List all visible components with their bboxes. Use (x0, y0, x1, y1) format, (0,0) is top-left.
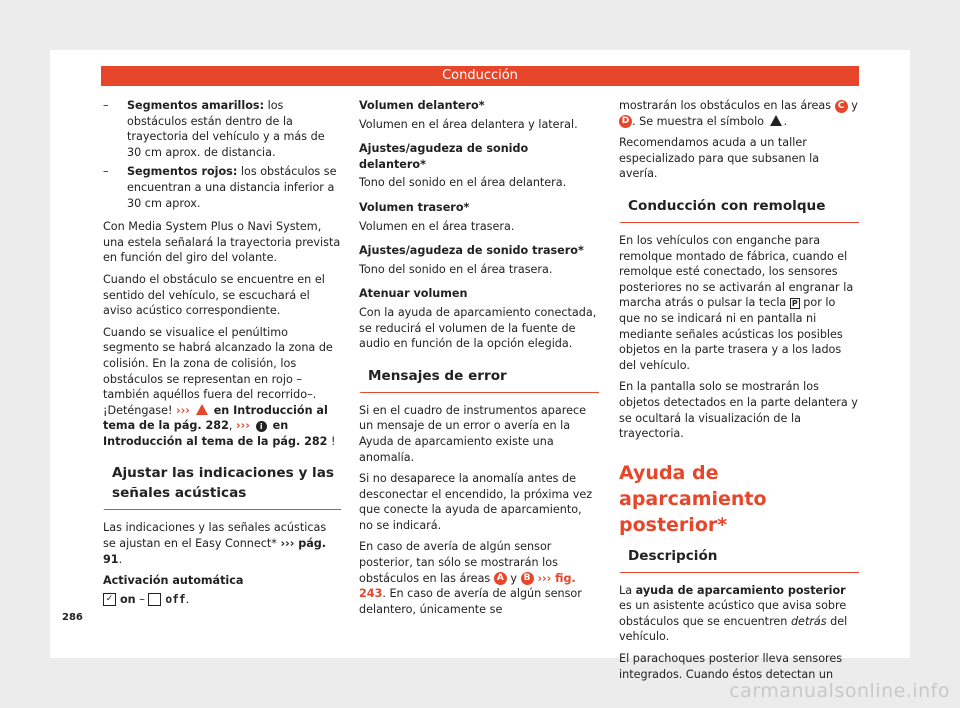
paragraph (619, 233, 859, 373)
paragraph-text: En los vehículos con enganche para remolque montado de fábrica, cuando el remolque esté conectado, los sensores posteriores no se activarán al engranar la marcha atrás o pulsar la tecla (619, 233, 854, 310)
section-heading: Conducción con remolque (619, 196, 859, 223)
paragraph-text: . Se muestra el símbolo (632, 114, 768, 128)
area-d-badge: D (619, 115, 632, 128)
paragraph-text: mostrarán los obstáculos en las áreas (619, 99, 835, 112)
ref-arrows: ››› (176, 403, 194, 417)
cross-reference-link[interactable]: en Introducción al tema de la pág. 282 (103, 419, 328, 448)
emphasis: detrás (790, 614, 827, 628)
bullet-term: Segmentos amarillos: (127, 99, 265, 112)
paragraph: Con Media System Plus o Navi System, una estela señalará la trayectoria prevista en función del giro del volante. (103, 220, 341, 265)
setting-label: Ajustes/agudeza de sonido trasero* (359, 244, 584, 258)
paragraph-text: Cuando se visualice el penúltimo segmento se habrá alcanzado la zona de colisión. En la zona de colisión, los obstáculos se representan en rojo –también aquéllos fuera del recorrido–. ¡Deténgase! (103, 325, 333, 417)
list-item (103, 164, 341, 211)
chapter-heading: Ayuda de aparcamiento posterior* (619, 461, 767, 536)
list-item (103, 98, 341, 160)
cross-reference-link[interactable]: ››› pág. 91 (103, 537, 327, 566)
paragraph-end: ! (327, 434, 336, 448)
paragraph: Si no desaparece la anomalía antes de desconectar el encendido, la próxima vez que conecte la ayuda de aparcamiento, no se indicará. (359, 472, 593, 532)
separator: , (228, 419, 236, 433)
column-2 (359, 98, 599, 623)
paragraph: En la pantalla solo se mostrarán los objetos detectados en la parte delantera y se ocultará la visualización de la trayectoria. (619, 380, 858, 441)
setting-label: Volumen delantero* (359, 99, 485, 112)
setting-label: Volumen trasero* (359, 200, 470, 214)
ref-arrows: ››› (236, 419, 254, 433)
paragraph-text: La (619, 583, 636, 597)
term-bold: ayuda de aparcamiento posterior (635, 583, 846, 597)
bullet-term: Segmentos rojos: (127, 165, 238, 179)
conjunction: y (847, 99, 858, 112)
paragraph-text: Las indicaciones y las señales acústicas se ajustan en el Easy Connect* (103, 521, 327, 551)
paragraph-end: . En caso de avería de algún sensor delantero, únicamente se (359, 587, 582, 616)
paragraph (103, 520, 341, 567)
conjunction: y (506, 571, 521, 585)
section-heading: Ajustar las indicaciones y las señales acústicas (103, 463, 341, 510)
paragraph-text: es un asistente acústico que avisa sobre obstáculos que se encuentren (619, 599, 847, 628)
page-number: 286 (62, 612, 83, 623)
paragraph: Recomendamos acuda a un taller especializado para que subsanen la avería. (619, 136, 820, 181)
warning-icon (196, 404, 208, 415)
paragraph-end: . (185, 592, 190, 606)
paragraph-end: del vehículo. (619, 614, 848, 644)
paragraph: Si en el cuadro de instrumentos aparece un mensaje de un error o avería en la Ayuda de aparcamiento existe una anomalía. (359, 403, 587, 464)
column-1 (103, 98, 341, 613)
info-icon: i (256, 421, 267, 432)
paragraph-end: . (783, 114, 788, 128)
column-3 (619, 98, 859, 688)
setting-label: Ajustes/agudeza de sonido delantero* (359, 142, 529, 171)
setting-description: Volumen en el área trasera. (359, 219, 515, 233)
paragraph-text: En caso de avería de algún sensor posterior, tan sólo se mostrarán los obstáculos en las áreas (359, 540, 558, 585)
paragraph: El parachoques posterior lleva sensores integrados. Cuando éstos detectan un (619, 652, 843, 681)
checkbox-empty-icon (148, 593, 161, 606)
setting-label: Atenuar volumen (359, 287, 468, 301)
bullet-text: los obstáculos están dentro de la trayectoria del vehículo y a más de 30 cm aprox. de distancia. (127, 99, 325, 159)
bullet-text: los obstáculos se encuentran a una distancia inferior a 30 cm aprox. (127, 165, 337, 210)
cross-reference-link[interactable]: en Introducción al tema de la pág. 282 (103, 403, 328, 433)
paragraph-text: por lo que no se indicará ni en pantalla ni mediante señales acústicas los posibles objetos en la parte trasera y a los lados del vehículo. (619, 296, 843, 372)
setting-description: Tono del sonido en el área trasera. (359, 262, 553, 276)
setting-description: Tono del sonido en el área delantera. (359, 176, 567, 190)
area-a-badge: A (494, 572, 507, 585)
setting-label: Activación automática (103, 574, 244, 588)
warning-symbol-icon (770, 115, 782, 126)
paragraph (359, 539, 599, 617)
bullet-dash: – (103, 99, 109, 112)
section-header: Conducción (101, 66, 859, 86)
paragraph (103, 325, 341, 450)
watermark: carmanualsonline.info (729, 680, 950, 702)
off-label: off (165, 592, 186, 606)
section-heading: Mensajes de error (359, 366, 599, 393)
area-c-badge: C (835, 100, 848, 113)
parking-key-icon: P (791, 298, 798, 308)
separator: – (135, 592, 149, 606)
paragraph (619, 583, 859, 645)
setting-description: Con la ayuda de aparcamiento conectada, se reducirá el volumen de la fuente de audio en función de la opción elegida. (359, 305, 597, 351)
on-label: on (120, 592, 136, 606)
paragraph-end: . (118, 552, 123, 566)
figure-reference-link[interactable]: ››› fig. 243 (359, 571, 576, 601)
area-b-badge: B (521, 572, 534, 585)
bullet-dash: – (103, 165, 109, 179)
checkbox-checked-icon: ✓ (103, 593, 116, 606)
paragraph (619, 98, 859, 129)
paragraph: Cuando el obstáculo se encuentre en el sentido del vehículo, se escuchará el aviso acústico correspondiente. (103, 272, 325, 318)
on-off-setting (103, 592, 341, 608)
section-heading: Descripción (619, 546, 859, 573)
setting-description: Volumen en el área delantera y lateral. (359, 117, 578, 131)
